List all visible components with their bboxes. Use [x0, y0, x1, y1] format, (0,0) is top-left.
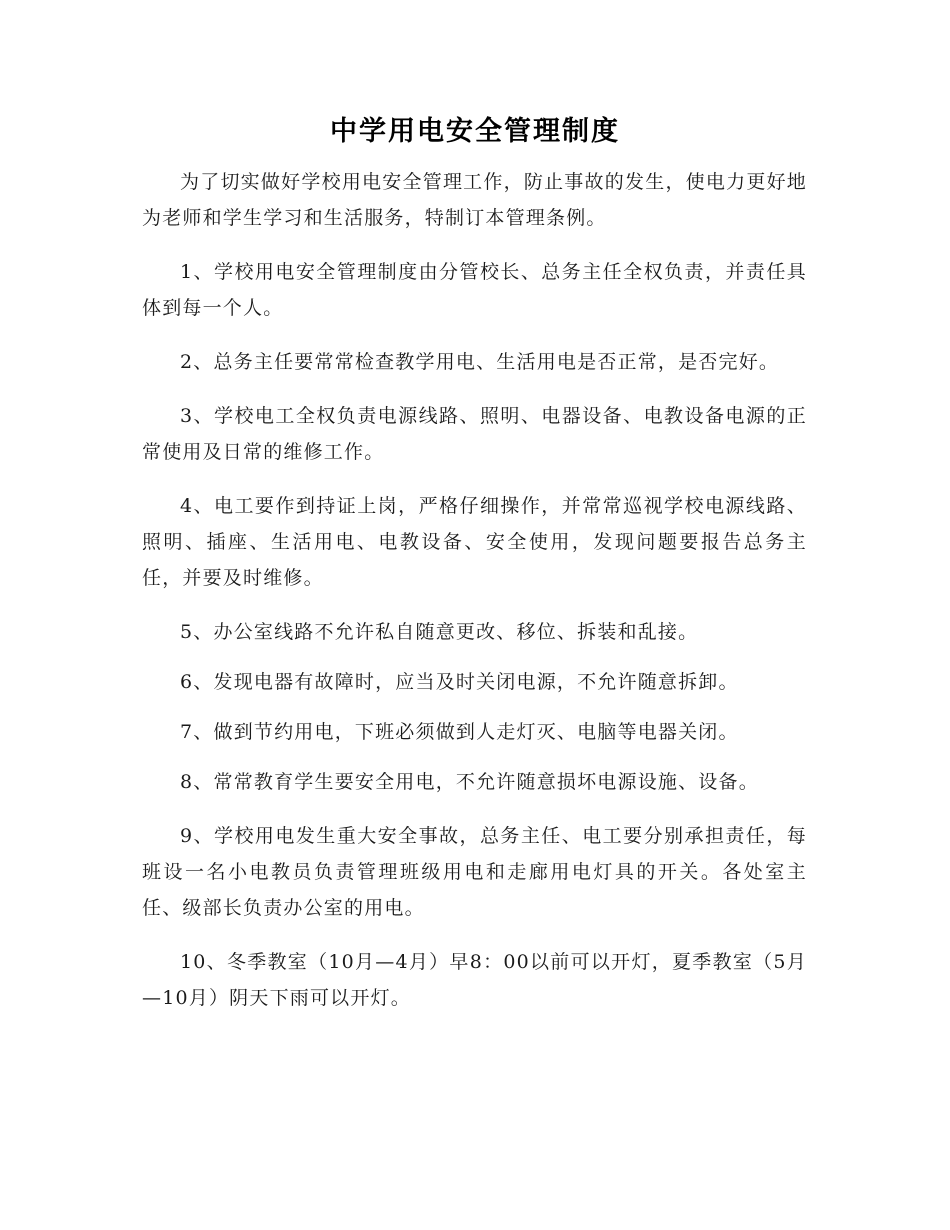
rule-paragraph-5: 5、办公室线路不允许私自随意更改、移位、拆装和乱接。: [180, 621, 699, 643]
document-title: 中学用电安全管理制度: [330, 116, 620, 147]
rule-paragraph-9: 9、学校用电发生重大安全事故，总务主任、电工要分别承担责任，每班设一名小电教员负责管理班级用电和走廊用电灯具的开关。各处室主任、级部长负责办公室的用电。: [142, 825, 807, 919]
rule-paragraph-2: 2、总务主任要常常检查教学用电、生活用电是否正常，是否完好。: [180, 351, 780, 373]
rule-paragraph-6: 6、发现电器有故障时，应当及时关闭电源，不允许随意拆卸。: [180, 671, 739, 693]
rule-paragraph-8: 8、常常教育学生要安全用电，不允许随意损坏电源设施、设备。: [180, 771, 759, 793]
rule-paragraph-1: 1、学校用电安全管理制度由分管校长、总务主任全权负责，并责任具体到每一个人。: [142, 261, 807, 319]
document-body: [142, 164, 807, 1034]
rule-paragraph-7: 7、做到节约用电，下班必须做到人走灯灭、电脑等电器关闭。: [180, 721, 739, 743]
rule-paragraph-3: 3、学校电工全权负责电源线路、照明、电器设备、电教设备电源的正常使用及日常的维修工作。: [142, 405, 807, 463]
rule-paragraph-4: 4、电工要作到持证上岗，严格仔细操作，并常常巡视学校电源线路、照明、插座、生活用电、电教设备、安全使用，发现问题要报告总务主任，并要及时维修。: [142, 495, 807, 589]
intro-paragraph: 为了切实做好学校用电安全管理工作，防止事故的发生，使电力更好地为老师和学生学习和生活服务，特制订本管理条例。: [142, 171, 807, 229]
rule-paragraph-10: 10、冬季教室（10月—4月）早8：00以前可以开灯，夏季教室（5月—10月）阴天下雨可以开灯。: [142, 951, 807, 1009]
